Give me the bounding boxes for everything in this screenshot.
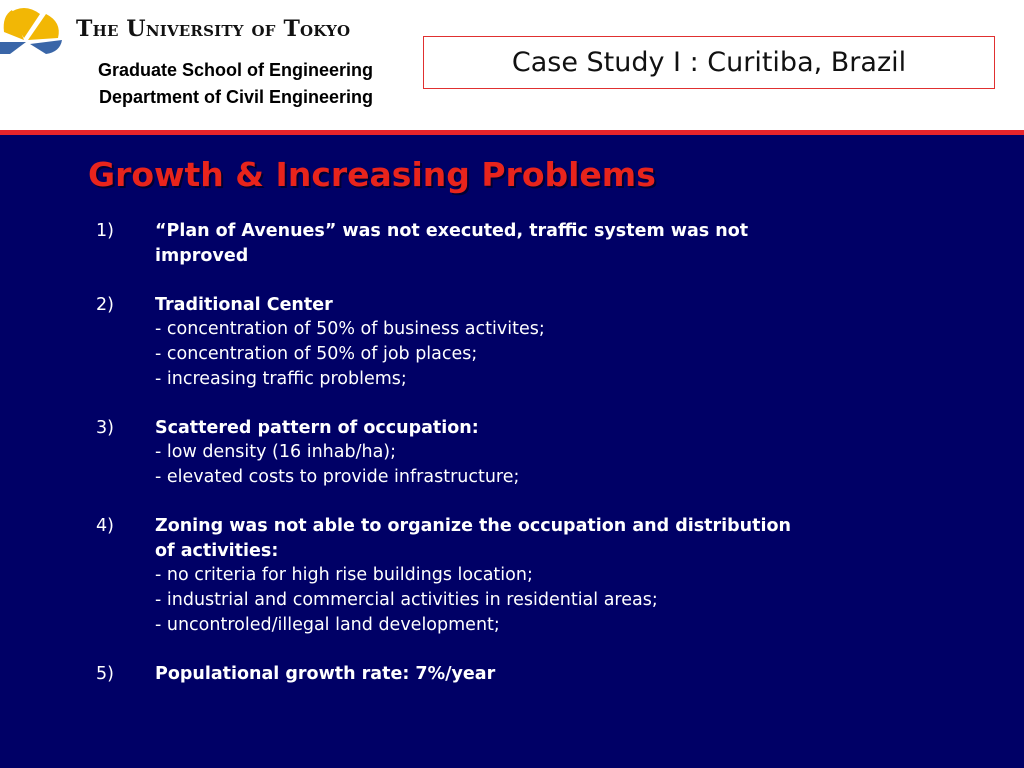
university-wordmark: The University of Tokyo xyxy=(76,16,351,42)
list-item xyxy=(96,293,796,391)
slide-title: Growth & Increasing Problems xyxy=(88,155,656,194)
problem-list xyxy=(96,219,796,711)
list-item-detail: - industrial and commercial activities in residential areas; xyxy=(155,589,658,610)
list-item-body xyxy=(155,416,796,490)
list-item-detail: - elevated costs to provide infrastructure; xyxy=(155,466,520,487)
list-item-detail: - increasing traffic problems; xyxy=(155,368,407,389)
list-item-heading: Scattered pattern of occupation: xyxy=(155,417,479,438)
list-item-heading: Populational growth rate: 7%/year xyxy=(155,663,496,684)
list-item xyxy=(96,219,796,268)
list-item-body xyxy=(155,293,796,391)
list-item xyxy=(96,416,796,490)
ginkgo-logo-icon xyxy=(0,0,72,54)
list-item-number: 1) xyxy=(96,221,114,241)
list-item-detail: - no criteria for high rise buildings location; xyxy=(155,565,533,586)
list-item-heading: Zoning was not able to organize the occupation and distribution of activities: xyxy=(155,516,791,561)
list-item-heading: Traditional Center xyxy=(155,294,333,315)
list-item-body xyxy=(155,219,796,268)
slide-content xyxy=(0,135,1024,768)
list-item-detail: - concentration of 50% of job places; xyxy=(155,343,478,364)
list-item-body xyxy=(155,662,796,687)
list-item-heading: “Plan of Avenues” was not executed, traffic system was not improved xyxy=(155,221,749,266)
list-item-detail: - low density (16 inhab/ha); xyxy=(155,442,397,463)
department-block xyxy=(0,57,376,111)
list-item xyxy=(96,514,796,637)
list-item xyxy=(96,662,796,687)
list-item-body xyxy=(155,514,796,637)
list-item-number: 4) xyxy=(96,516,114,537)
list-item-number: 2) xyxy=(96,294,114,315)
department-name: Department of Civil Engineering xyxy=(98,87,373,107)
case-study-title: Case Study I : Curitiba, Brazil xyxy=(423,36,995,89)
school-name: Graduate School of Engineering xyxy=(97,60,373,80)
slide-header xyxy=(0,0,1024,130)
list-item-detail: - uncontroled/illegal land development; xyxy=(155,614,500,635)
list-item-number: 5) xyxy=(96,663,114,684)
list-item-number: 3) xyxy=(96,417,114,438)
list-item-detail: - concentration of 50% of business activites; xyxy=(155,319,545,340)
